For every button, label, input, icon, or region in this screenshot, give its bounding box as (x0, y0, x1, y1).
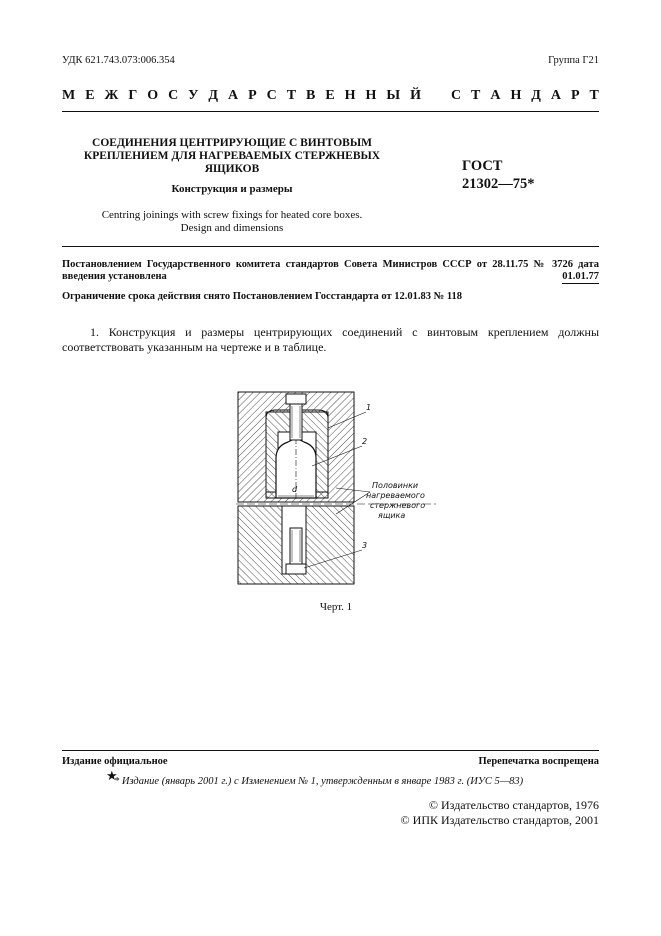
banner-letter: Ж (104, 88, 119, 103)
banner-letter: О (147, 88, 159, 103)
callout-3: 3 (362, 541, 368, 550)
banner-letter: А (550, 88, 562, 103)
note-line-1: Половинки (372, 481, 419, 490)
official-edition: Издание официальное (62, 756, 168, 767)
reprint-prohibited: Перепечатка воспрещена (478, 756, 599, 767)
title-russian (62, 137, 402, 176)
top-screw-head (286, 394, 306, 404)
banner-letter: Р (248, 88, 257, 103)
banner-letter: У (188, 88, 199, 103)
figure-caption: Черт. 1 (319, 601, 353, 613)
udk-code: УДК 621.743.073:006.354 (62, 55, 175, 66)
technical-drawing (236, 388, 436, 588)
callout-2: 2 (362, 437, 368, 446)
copyright-2001: © ИПК Издательство стандартов, 2001 (400, 813, 599, 827)
banner-letter: Т (286, 88, 297, 103)
subtitle-russian: Конструкция и размеры (171, 183, 293, 195)
banner-letter: С (168, 88, 179, 103)
callout-1: 1 (366, 403, 372, 412)
banner-letter: Д (208, 88, 219, 103)
note-line-3: стержневого (370, 501, 426, 510)
banner-letter: А (490, 88, 501, 103)
group-code: Группа Г21 (548, 55, 599, 66)
banner-letter: Н (510, 88, 522, 103)
dimension-d: d (292, 485, 298, 494)
banner-letter: Т (471, 88, 481, 103)
banner-letter: Н (344, 88, 356, 103)
banner-letter: А (228, 88, 239, 103)
banner-rule (62, 111, 599, 112)
bottom-screw-head (286, 564, 306, 574)
title-rule (62, 246, 599, 247)
star-icon: ★ (106, 768, 118, 783)
banner-letter: С (450, 88, 462, 103)
title-line-1: СОЕДИНЕНИЯ ЦЕНТРИРУЮЩИЕ С ВИНТОВЫМ (92, 137, 372, 149)
banner-letter: Т (589, 88, 599, 103)
banner-letter: Р (571, 88, 580, 103)
edition-note: * Издание (январь 2001 г.) с Изменением № 1, утвержденным в январе 1983 г. (ИУС 5—83) (114, 776, 524, 787)
decree-body: Постановлением Государственного комитета стандартов Совета Министров СССР от 28.11.75 № 3726 дата введения установлена (62, 259, 599, 282)
decree-text (62, 259, 599, 283)
title-en-line-1: Centring joinings with screw fixings for heated core boxes. (101, 209, 363, 221)
paragraph-1: 1. Конструкция и размеры центрирующих соединений с винтовым креплением должны соответствовать указанным на чертеже и в таблице. (62, 325, 599, 354)
banner-letter: В (306, 88, 316, 103)
banner-letter: Е (325, 88, 335, 103)
banner-letter: Д (531, 88, 541, 103)
standard-banner (62, 88, 599, 104)
title-line-2: КРЕПЛЕНИЕМ ДЛЯ НАГРЕВАЕМЫХ СТЕРЖНЕВЫХ (83, 150, 381, 162)
gost-label: ГОСТ (462, 158, 503, 174)
note-line-4: ящика (378, 511, 406, 520)
banner-letter: М (62, 88, 76, 103)
copyright-1976: © Издательство стандартов, 1976 (428, 798, 599, 812)
banner-letter: Е (85, 88, 95, 103)
gost-code: 21302—75* (462, 176, 535, 192)
banner-letter: С (266, 88, 277, 103)
title-en-line-2: Design and dimensions (180, 222, 284, 234)
limitation-text: Ограничение срока действия снято Постановлением Госстандарта от 12.01.83 № 118 (62, 291, 462, 302)
footer-rule (62, 750, 599, 751)
banner-letter: Н (365, 88, 377, 103)
note-line-2: нагреваемого (366, 491, 425, 500)
gost-number (462, 157, 535, 193)
title-english (62, 209, 402, 235)
banner-gap (431, 88, 441, 104)
banner-letter: Й (410, 88, 421, 103)
banner-letter: Ы (386, 88, 401, 103)
title-line-3: ЯЩИКОВ (204, 163, 260, 175)
decree-date: 01.01.77 (562, 271, 599, 282)
banner-letter: Г (128, 88, 138, 103)
